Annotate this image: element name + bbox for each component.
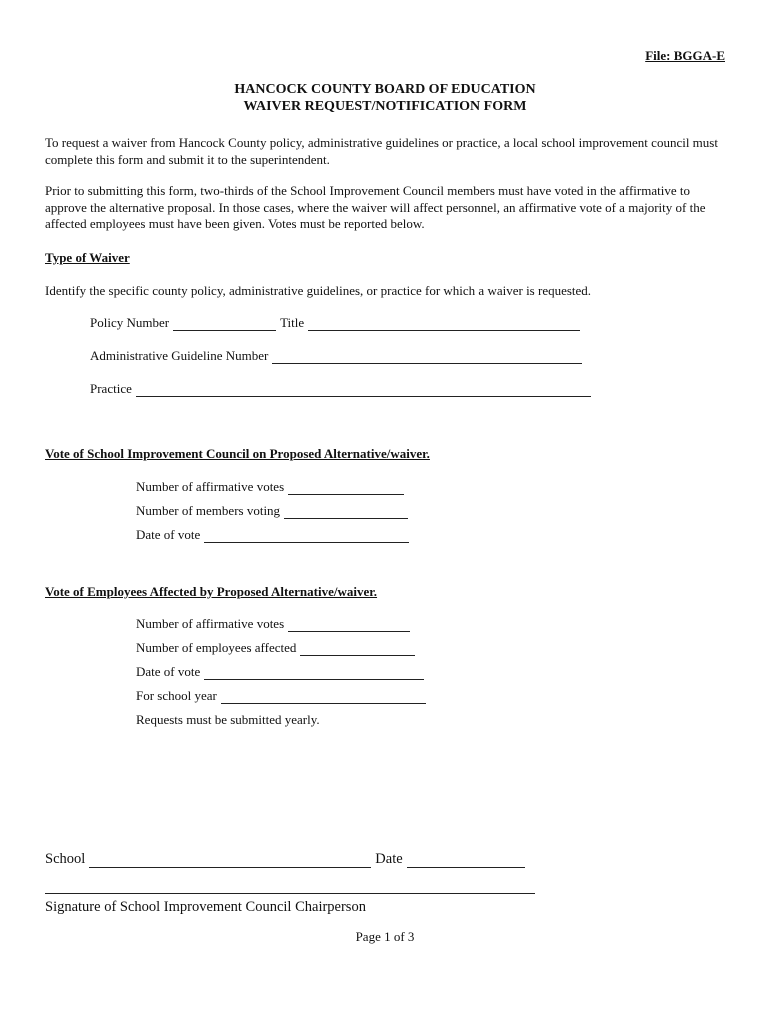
practice-field[interactable] — [136, 385, 591, 397]
employee-affirmative-row — [136, 616, 414, 632]
school-year-field[interactable] — [221, 692, 426, 704]
policy-title-row — [90, 315, 584, 331]
page-number: Page 1 of 3 — [355, 929, 415, 944]
school-year-label: For school year — [136, 688, 217, 703]
school-label: School — [45, 851, 86, 867]
signature-line[interactable] — [45, 893, 535, 894]
waiver-type-heading: Type of Waiver — [45, 250, 130, 265]
council-date-row — [136, 527, 413, 543]
practice-row — [90, 381, 595, 397]
council-vote-heading: Vote of School Improvement Council on Proposed Alternative/waiver. — [45, 446, 430, 461]
employee-date-row — [136, 664, 428, 680]
guideline-number-field[interactable] — [272, 352, 582, 364]
title-label: Title — [280, 315, 305, 330]
council-date-field[interactable] — [204, 531, 409, 543]
employees-affected-row — [136, 640, 419, 656]
council-affirmative-label: Number of affirmative votes — [136, 479, 285, 494]
intro-paragraph-2: Prior to submitting this form, two-thirds of the School Improvement Council members must have voted in the affirmative to approve the alternative proposal. In those cases, where the waiver will affect personnel, an affirmative vote of a majority of the affected employees must have been given. Votes must be reported below. — [45, 183, 706, 231]
school-date-row — [45, 851, 529, 868]
file-reference: File: BGGA-E — [645, 48, 725, 63]
yearly-note: Requests must be submitted yearly. — [136, 712, 320, 727]
intro-paragraph-1: To request a waiver from Hancock County policy, administrative guidelines or practice, a local school improvement council must complete this form and submit it to the superintendent. — [45, 135, 718, 167]
title-field[interactable] — [308, 319, 580, 331]
employee-vote-heading: Vote of Employees Affected by Proposed Alternative/waiver. — [45, 584, 378, 599]
employee-affirmative-label: Number of affirmative votes — [136, 616, 285, 631]
policy-number-label: Policy Number — [90, 315, 170, 330]
school-year-row — [136, 688, 430, 704]
employees-affected-field[interactable] — [300, 644, 415, 656]
organization-title: HANCOCK COUNTY BOARD OF EDUCATION — [234, 82, 536, 97]
form-title: WAIVER REQUEST/NOTIFICATION FORM — [243, 99, 527, 114]
date-label: Date — [375, 851, 403, 867]
guideline-label: Administrative Guideline Number — [90, 348, 269, 363]
council-members-field[interactable] — [284, 507, 408, 519]
employee-affirmative-field[interactable] — [288, 620, 410, 632]
council-members-label: Number of members voting — [136, 503, 281, 518]
employee-date-label: Date of vote — [136, 664, 201, 679]
council-affirmative-row — [136, 479, 408, 495]
date-field[interactable] — [407, 854, 525, 868]
guideline-row — [90, 348, 586, 364]
council-affirmative-field[interactable] — [288, 483, 404, 495]
policy-number-field[interactable] — [173, 319, 276, 331]
council-date-label: Date of vote — [136, 527, 201, 542]
signature-label: Signature of School Improvement Council Chairperson — [45, 899, 366, 915]
council-members-row — [136, 503, 412, 519]
employee-date-field[interactable] — [204, 668, 424, 680]
employees-affected-label: Number of employees affected — [136, 640, 297, 655]
school-field[interactable] — [89, 854, 371, 868]
practice-label: Practice — [90, 381, 132, 396]
waiver-type-instruction: Identify the specific county policy, administrative guidelines, or practice for which a waiver is requested. — [45, 283, 592, 298]
